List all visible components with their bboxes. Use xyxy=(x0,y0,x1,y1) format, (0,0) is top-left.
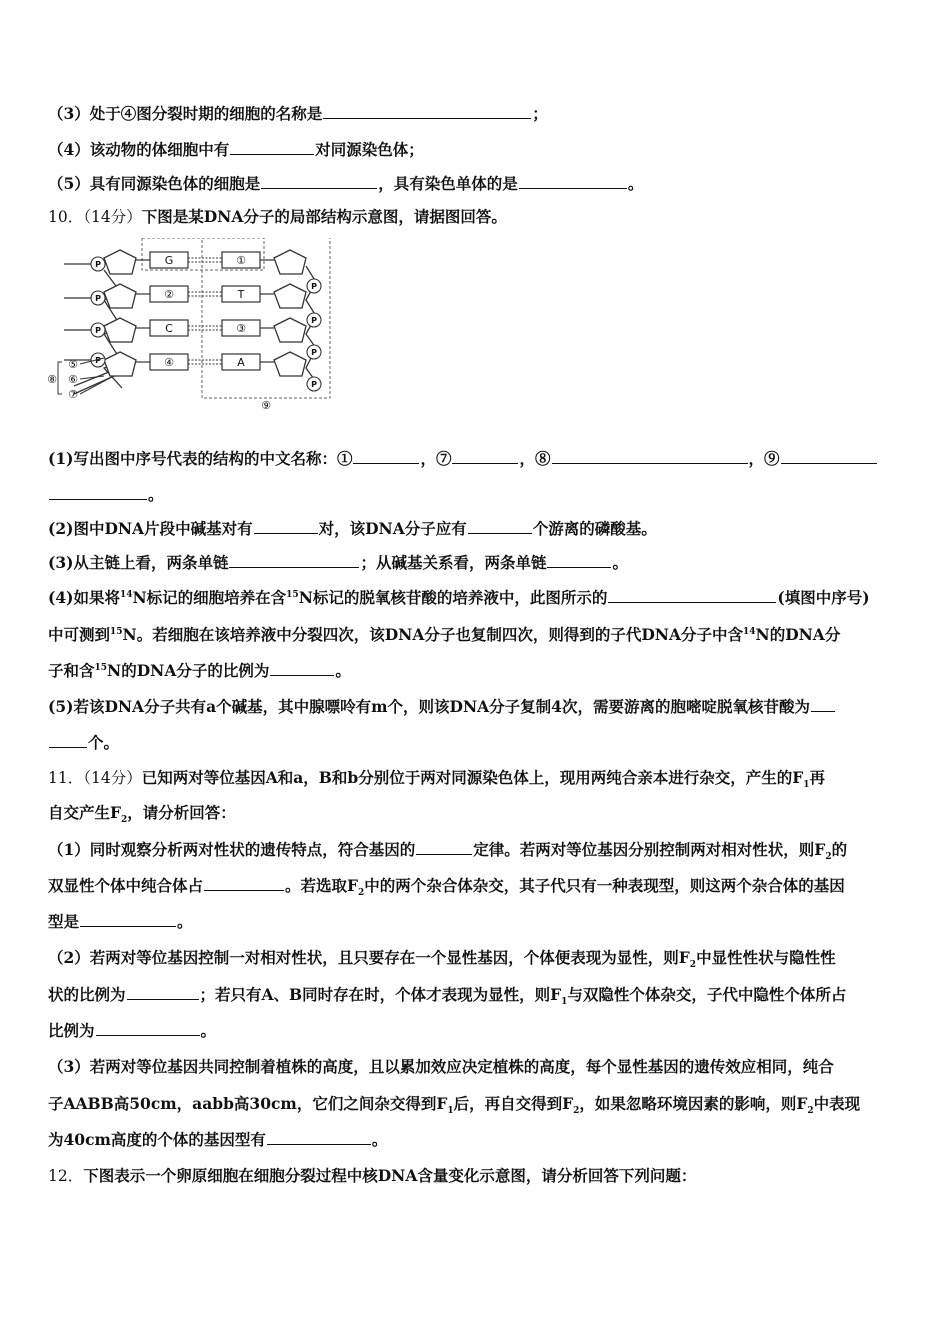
answer-blank[interactable] xyxy=(416,840,472,855)
answer-blank[interactable] xyxy=(323,104,531,119)
q11-stem-l1: 11．（14分）已知两对等位基因A和a，B和b分别位于两对同源染色体上，现用两纯合亲本进行杂交，产生的$F_1$再 xyxy=(48,768,825,791)
answer-blank[interactable] xyxy=(270,661,334,676)
answer-blank[interactable] xyxy=(353,449,419,464)
base-label: ④ xyxy=(164,356,174,369)
answer-blank[interactable] xyxy=(811,697,835,712)
q11-p1-l3: 型是 。 xyxy=(48,912,193,931)
q11-p3-l1: （3）若两对等位基因共同控制着植株的高度，且以累加效应决定植株的高度，每个显性基因的遗传效应相同，纯合 xyxy=(48,1057,834,1076)
answer-blank[interactable] xyxy=(552,449,748,464)
q9-item3: （3）处于④图分裂时期的细胞的名称是 ； xyxy=(48,104,548,123)
answer-blank[interactable] xyxy=(519,174,627,189)
part-label: ⑦ xyxy=(68,388,78,401)
part-label: ⑧ xyxy=(47,373,57,386)
q10-sub3: (3)从主链上看，两条单链 ；从碱基关系看，两条单链 。 xyxy=(48,553,628,572)
phosphate-label: P xyxy=(95,326,101,335)
answer-blank[interactable] xyxy=(254,519,318,534)
answer-blank[interactable] xyxy=(204,876,284,891)
q10-sub4-l3: 子和含$^{15}$N的DNA分子的比例为 。 xyxy=(48,661,351,680)
q11-p2-l3: 比例为 。 xyxy=(48,1021,217,1040)
q10-sub2: (2)图中DNA片段中碱基对有 对，该DNA分子应有 个游离的磷酸基。 xyxy=(48,519,657,538)
base-label: ② xyxy=(164,288,174,301)
base-label: C xyxy=(165,322,173,335)
q12-stem: 12．下图表示一个卵原细胞在细胞分裂过程中核DNA含量变化示意图，请分析回答下列问题： xyxy=(48,1166,697,1185)
q10-sub5-cont: 个。 xyxy=(48,733,119,753)
phosphate-label: P xyxy=(95,356,101,365)
answer-blank[interactable] xyxy=(608,588,776,603)
q10-stem: 10．（14分）下图是某DNA分子的局部结构示意图，请据图回答。 xyxy=(48,207,507,226)
q10-sub1-cont: 。 xyxy=(48,485,164,505)
answer-blank[interactable] xyxy=(49,733,87,748)
part-label: ⑥ xyxy=(68,373,78,386)
answer-blank[interactable] xyxy=(261,174,377,189)
answer-blank[interactable] xyxy=(229,553,359,568)
q10-sub4-l1: (4)如果将$^{14}$N标记的细胞培养在含$^{15}$N标记的脱氧核苷酸的培养液中，此图所示的 (填图中序号) xyxy=(48,588,870,607)
phosphate-label: P xyxy=(311,282,317,291)
answer-blank[interactable] xyxy=(96,1021,200,1036)
answer-blank[interactable] xyxy=(468,519,532,534)
q10-sub4-l2: 中可测到$^{15}$N。若细胞在该培养液中分裂四次，该DNA分子也复制四次，则得到的子代DNA分子中含$^{14}$N的DNA分 xyxy=(48,625,841,644)
answer-blank[interactable] xyxy=(230,140,314,155)
q11-p1-l2: 双显性个体中纯合体占 。若选取$F_2$中的两个杂合体杂交，其子代只有一种表现型，则这两个杂合体的基因 xyxy=(48,876,845,899)
phosphate-label: P xyxy=(95,294,101,303)
q11-p3-l2: 子AABB高50cm，aabb高30cm，它们之间杂交得到$F_1$后，再自交得到$F_2$，如果忽略环境因素的影响，则$F_2$中表现 xyxy=(48,1094,861,1117)
base-label: T xyxy=(237,288,245,301)
q10-sub5: (5)若该DNA分子共有a个碱基，其中腺嘌呤有m个，则该DNA分子复制4次，需要游离的胞嘧啶脱氧核苷酸为 xyxy=(48,697,836,717)
part-label: ⑤ xyxy=(68,358,78,371)
q11-p2-l2: 状的比例为 ；若只有A、B同时存在时，个体才表现为显性，则$F_1$与双隐性个体杂交，子代中隐性个体所占 xyxy=(48,985,847,1008)
base-label: A xyxy=(237,356,245,369)
answer-blank[interactable] xyxy=(267,1130,371,1145)
q10-sub1: (1)写出图中序号代表的结构的中文名称：① ，⑦ ，⑧ ，⑨ xyxy=(48,449,878,469)
dna-structure-diagram xyxy=(44,238,334,414)
base-label: G xyxy=(164,254,174,267)
answer-blank[interactable] xyxy=(127,985,199,1000)
answer-blank[interactable] xyxy=(49,485,147,500)
phosphate-label: P xyxy=(311,380,317,389)
base-label: ① xyxy=(236,254,246,267)
q11-stem-l2: 自交产生$F_2$，请分析回答： xyxy=(48,803,236,826)
phosphate-label: P xyxy=(95,260,101,269)
q11-p1-l1: （1）同时观察分析两对性状的遗传特点，符合基因的 定律。若两对等位基因分别控制两对相对性状，则$F_2$的 xyxy=(48,840,848,863)
q9-item4: （4）该动物的体细胞中有 对同源染色体； xyxy=(48,140,424,159)
q11-p2-l1: （2）若两对等位基因控制一对相对性状，且只要存在一个显性基因，个体便表现为显性，则$F_2$中显性性状与隐性性 xyxy=(48,948,836,971)
answer-blank[interactable] xyxy=(781,449,877,464)
phosphate-label: P xyxy=(311,348,317,357)
answer-blank[interactable] xyxy=(80,912,176,927)
q9-item5: （5）具有同源染色体的细胞是 ，具有染色单体的是 。 xyxy=(48,174,644,193)
answer-blank[interactable] xyxy=(547,553,611,568)
answer-blank[interactable] xyxy=(452,449,518,464)
q11-p3-l3: 为40cm高度的个体的基因型有 。 xyxy=(48,1130,388,1149)
phosphate-label: P xyxy=(311,316,317,325)
part-label: ⑨ xyxy=(261,399,271,412)
base-label: ③ xyxy=(236,322,246,335)
